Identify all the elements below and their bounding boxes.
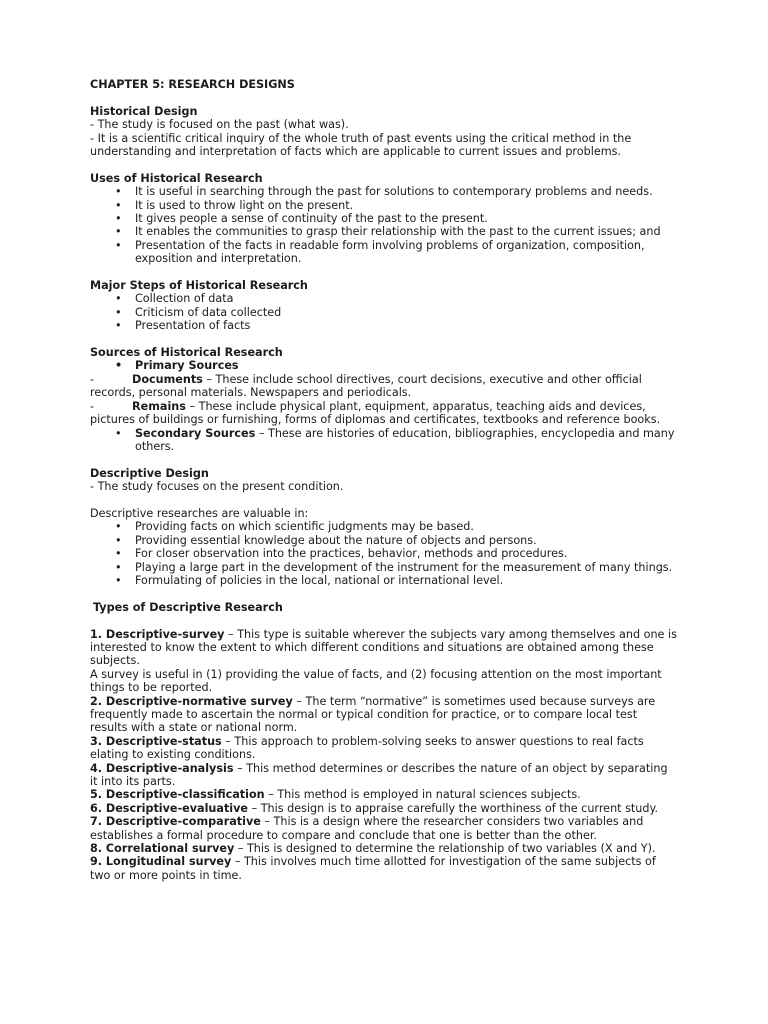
type-label: 3. Descriptive-status	[90, 734, 222, 748]
documents-paragraph: - Documents – These include school directives, court decisions, executive and other official records, personal materials. Newspapers and periodicals.	[90, 372, 642, 400]
secondary-sources-list	[90, 427, 678, 454]
list-item: • It is useful in searching through the past for solutions to contemporary problems and needs.	[90, 185, 678, 198]
list-item: • It is used to throw light on the present.	[90, 199, 678, 212]
list-item: • For closer observation into the practices, behavior, methods and procedures.	[90, 547, 678, 560]
list-item: • It enables the communities to grasp their relationship with the past to the current issues; and	[90, 225, 678, 238]
type-text: – This method determines or describes the nature of an object by separating it into its parts.	[90, 761, 668, 788]
historical-design-heading: Historical Design	[90, 104, 198, 118]
descriptive-valuable-intro: Descriptive researches are valuable in:	[90, 506, 309, 520]
secondary-sources-item	[90, 427, 678, 454]
primary-sources-list	[90, 359, 678, 372]
type-entry	[90, 855, 678, 882]
type-text: – This is a design where the researcher considers two variables and establishes a formal procedure to compare and conclude that one is better than the other.	[90, 815, 644, 842]
type-entry	[90, 695, 678, 735]
descriptive-design-heading: Descriptive Design	[90, 466, 209, 480]
type-label: 1. Descriptive-survey	[90, 627, 225, 641]
type-text: – This design is to appraise carefully the worthiness of the current study.	[248, 801, 659, 815]
historical-line-1: - The study is focused on the past (what was).	[90, 118, 349, 132]
type-entry	[90, 628, 678, 668]
type-text: – The term “normative” is sometimes used because surveys are frequently made to ascertain the normal or typical condition for practice, or to compare local test results with a state or national norm.	[90, 694, 656, 735]
remains-paragraph: - Remains – These include physical plant, equipment, apparatus, teaching aids and devices, pictures of buildings or furnishing, forms of diplomas and certificates, textbooks and reference books.	[90, 399, 661, 427]
list-item: • Presentation of facts	[90, 319, 678, 332]
type-label: 2. Descriptive-normative survey	[90, 694, 293, 708]
types-heading: Types of Descriptive Research	[93, 600, 283, 614]
type-entry	[90, 668, 678, 695]
type-entry	[90, 788, 678, 801]
type-label: 4. Descriptive-analysis	[90, 761, 234, 775]
secondary-sources-text: – These are histories of education, bibliographies, encyclopedia and many others.	[135, 426, 675, 453]
type-label: 9. Longitudinal survey	[90, 855, 232, 869]
remains-label: Remains	[132, 399, 186, 413]
secondary-sources-label: Secondary Sources	[135, 426, 256, 440]
primary-sources-label: • Primary Sources	[90, 359, 678, 372]
type-label: 8. Correlational survey	[90, 842, 235, 856]
list-item: • It gives people a sense of continuity of the past to the present.	[90, 212, 678, 225]
types-list	[90, 628, 678, 883]
list-item: • Playing a large part in the development of the instrument for the measurement of many things.	[90, 561, 678, 574]
sources-heading: Sources of Historical Research	[90, 346, 283, 360]
type-text: – This involves much time allotted for investigation of the same subjects of two or more points in time.	[90, 855, 656, 882]
uses-heading: Uses of Historical Research	[90, 171, 263, 185]
steps-heading: Major Steps of Historical Research	[90, 279, 308, 293]
type-text: – This approach to problem-solving seeks to answer questions to real facts elating to existing conditions.	[90, 734, 644, 762]
historical-line-2: - It is a scientific critical inquiry of the whole truth of past events using the critical method in the understanding and interpretation of facts which are applicable to current issues and problems.	[90, 131, 632, 159]
type-label: 6. Descriptive-evaluative	[90, 801, 249, 815]
type-text: – This method is employed in natural sciences subjects.	[264, 788, 581, 802]
list-item: • Criticism of data collected	[90, 306, 678, 319]
type-label: 7. Descriptive-comparative	[90, 815, 261, 829]
type-label: 5. Descriptive-classification	[90, 788, 265, 802]
steps-list	[90, 292, 678, 332]
type-text: – This is designed to determine the relationship of two variables (X and Y).	[234, 842, 656, 856]
uses-list	[90, 185, 678, 265]
documents-label: Documents	[132, 372, 203, 386]
type-text: A survey is useful in (1) providing the value of facts, and (2) focusing attention on the most important things to be reported.	[90, 667, 662, 695]
type-entry	[90, 815, 678, 842]
remains-text: – These include physical plant, equipment, apparatus, teaching aids and devices, pictures of buildings or furnishing, forms of diplomas and certificates, textbooks and reference books.	[90, 399, 661, 427]
descriptive-list	[90, 520, 678, 587]
list-item: • Providing essential knowledge about the nature of objects and persons.	[90, 534, 678, 547]
descriptive-line: - The study focuses on the present condition.	[90, 480, 344, 494]
chapter-title: CHAPTER 5: RESEARCH DESIGNS	[90, 78, 295, 91]
type-text: – This type is suitable wherever the subjects vary among themselves and one is interested to know the extent to which different conditions and situations are obtained among these subjects.	[90, 627, 677, 668]
type-entry	[90, 735, 678, 762]
list-item: • Presentation of the facts in readable form involving problems of organization, composition, exposition and interpretation.	[90, 239, 678, 266]
list-item: • Collection of data	[90, 292, 678, 305]
list-item: • Providing facts on which scientific judgments may be based.	[90, 520, 678, 533]
documents-text: – These include school directives, court decisions, executive and other official records, personal materials. Newspapers and periodicals.	[90, 372, 642, 400]
type-entry	[90, 762, 678, 789]
type-entry	[90, 842, 678, 855]
type-entry	[90, 802, 678, 815]
list-item: • Formulating of policies in the local, national or international level.	[90, 574, 678, 587]
